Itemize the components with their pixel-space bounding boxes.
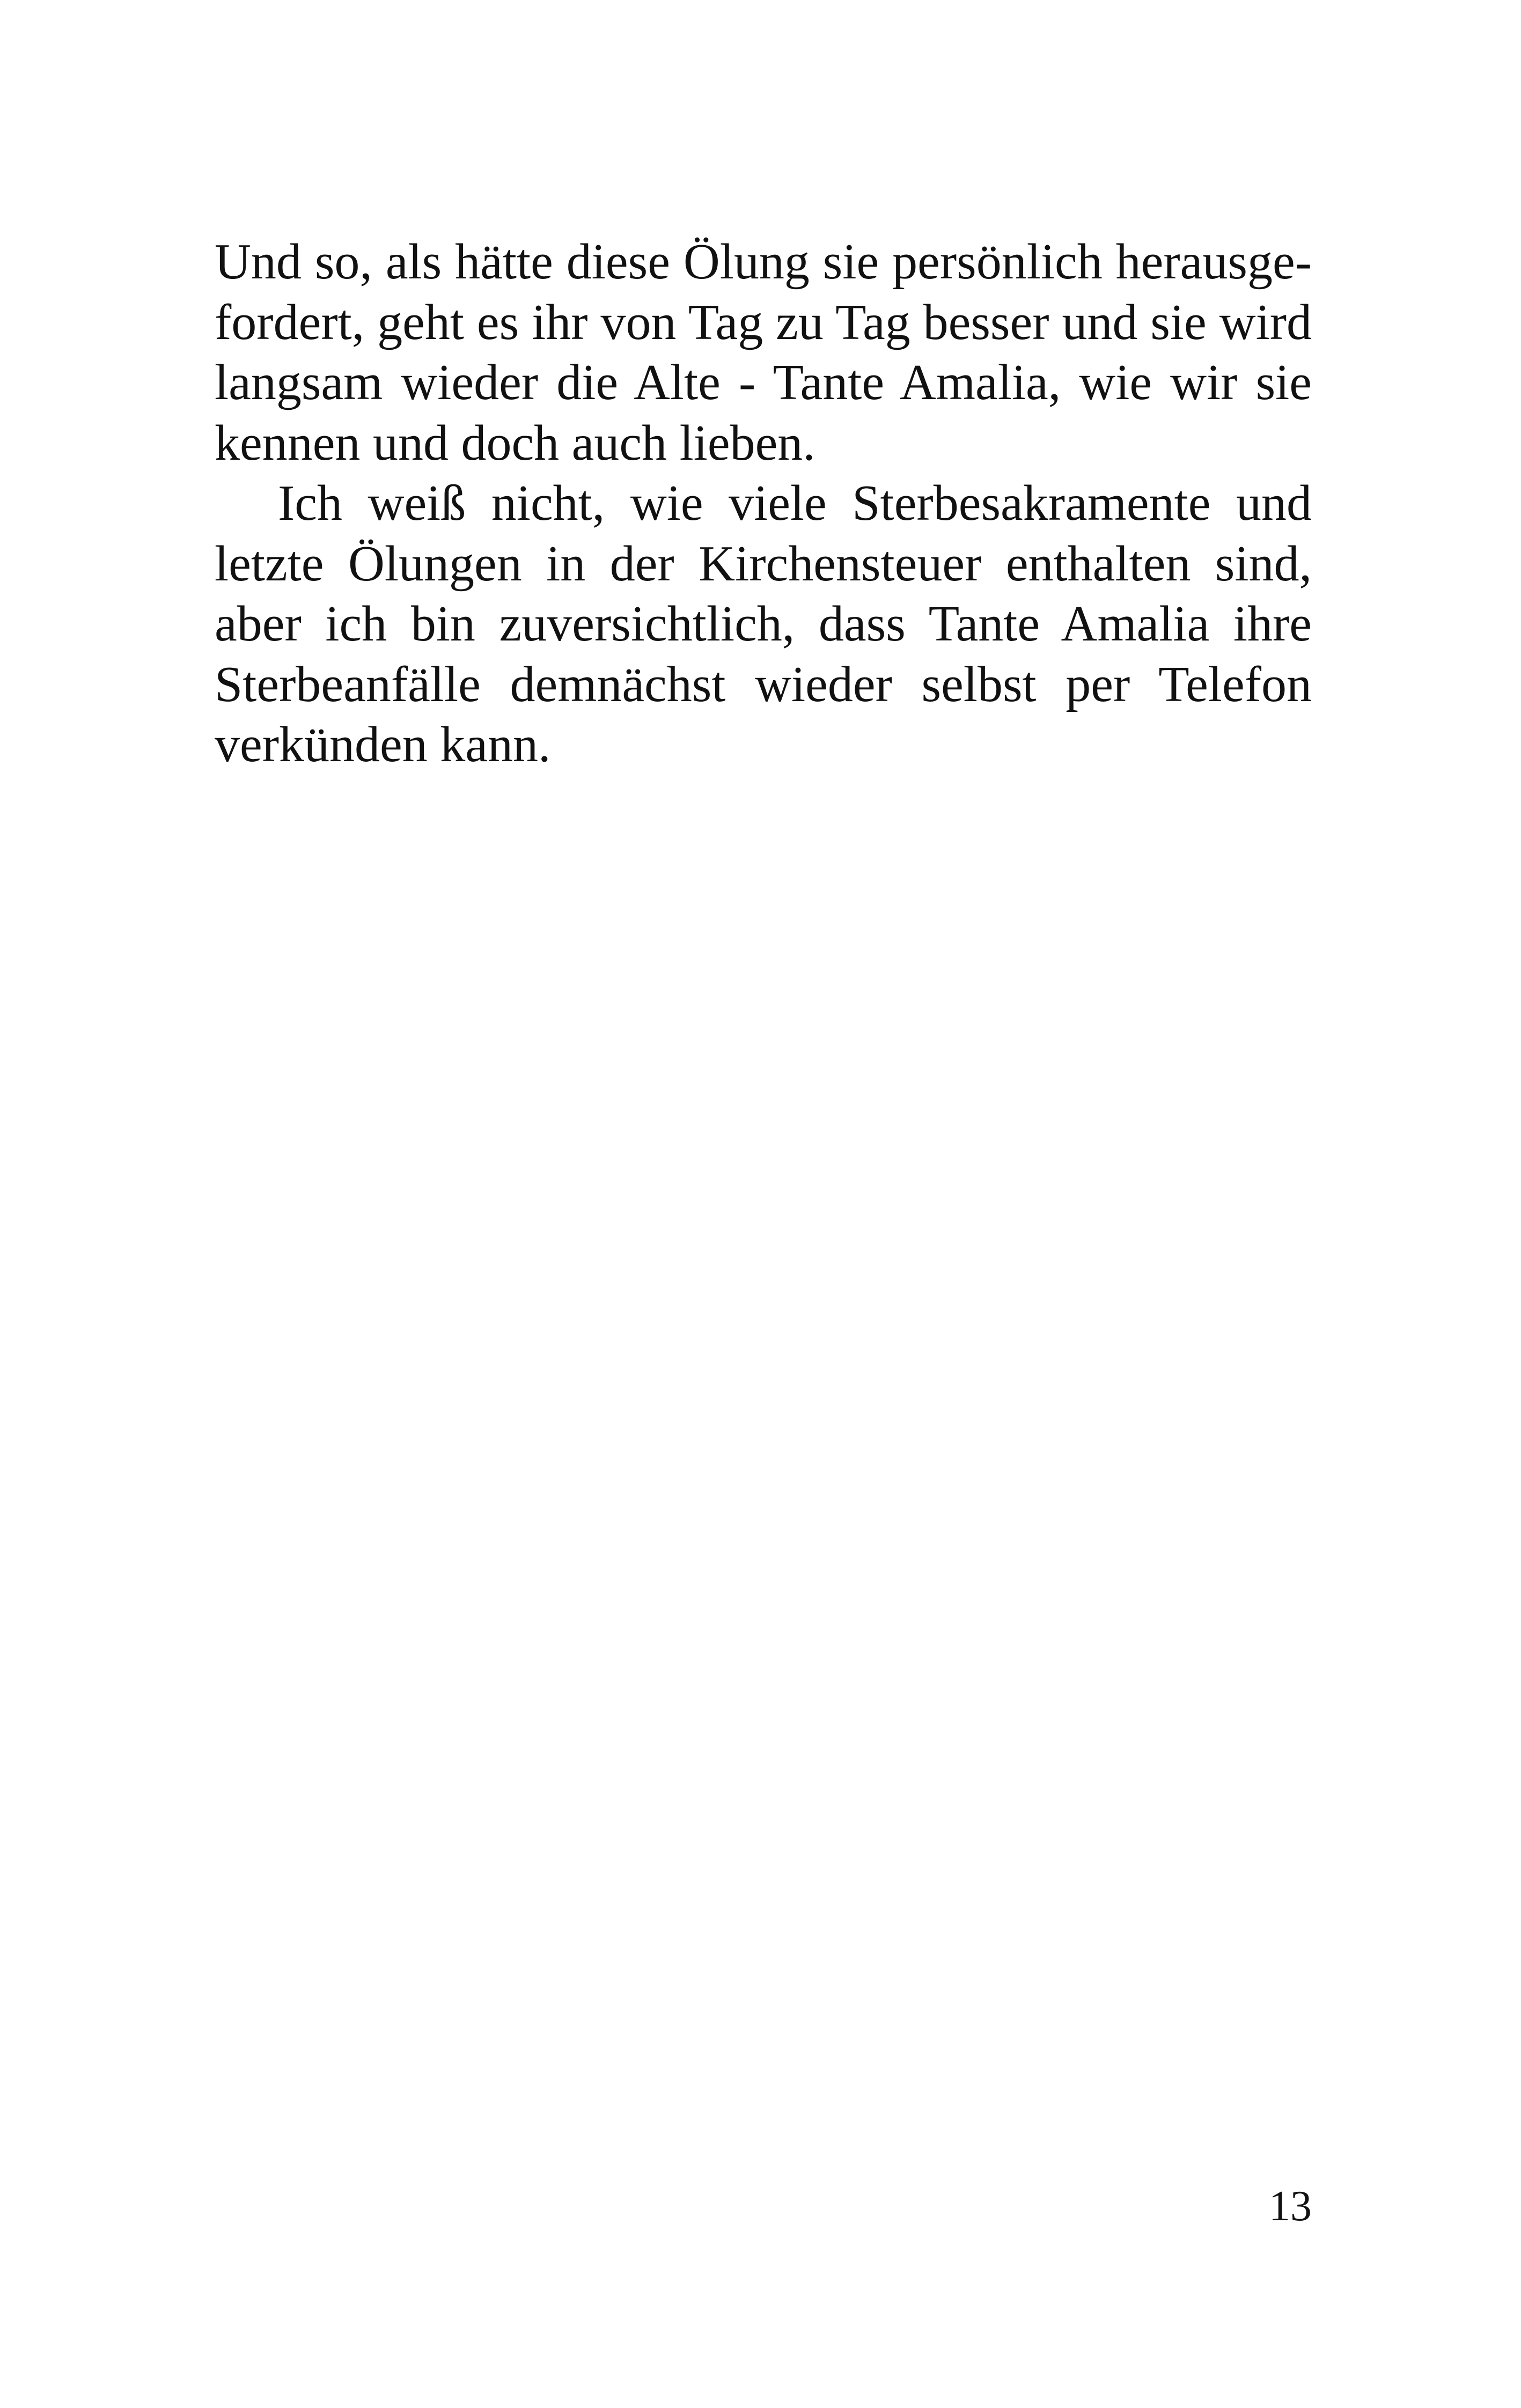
paragraph-2 <box>215 473 1312 775</box>
page-number: 13 <box>1269 2183 1312 2230</box>
paragraph-1 <box>215 232 1312 473</box>
text-line: Ich weiß nicht, wie viele Sterbesakramente und <box>278 475 1312 531</box>
text-line: verkünden kann. <box>215 717 551 772</box>
text-line: letzte Ölungen in der Kirchensteuer enthalten sind, <box>215 535 1312 592</box>
text-line: Und so, als hätte diese Ölung sie persönlich herausge- <box>215 234 1312 290</box>
text-line: kennen und doch auch lieben. <box>215 415 815 471</box>
text-line: langsam wieder die Alte - Tante Amalia, wie wir sie <box>215 355 1312 410</box>
body-text <box>215 232 1312 775</box>
text-line: fordert, geht es ihr von Tag zu Tag besser und sie wird <box>215 294 1312 350</box>
text-line: aber ich bin zuversichtlich, dass Tante Amalia ihre <box>215 596 1312 652</box>
text-line: Sterbeanfälle demnächst wieder selbst per Telefon <box>215 656 1312 712</box>
